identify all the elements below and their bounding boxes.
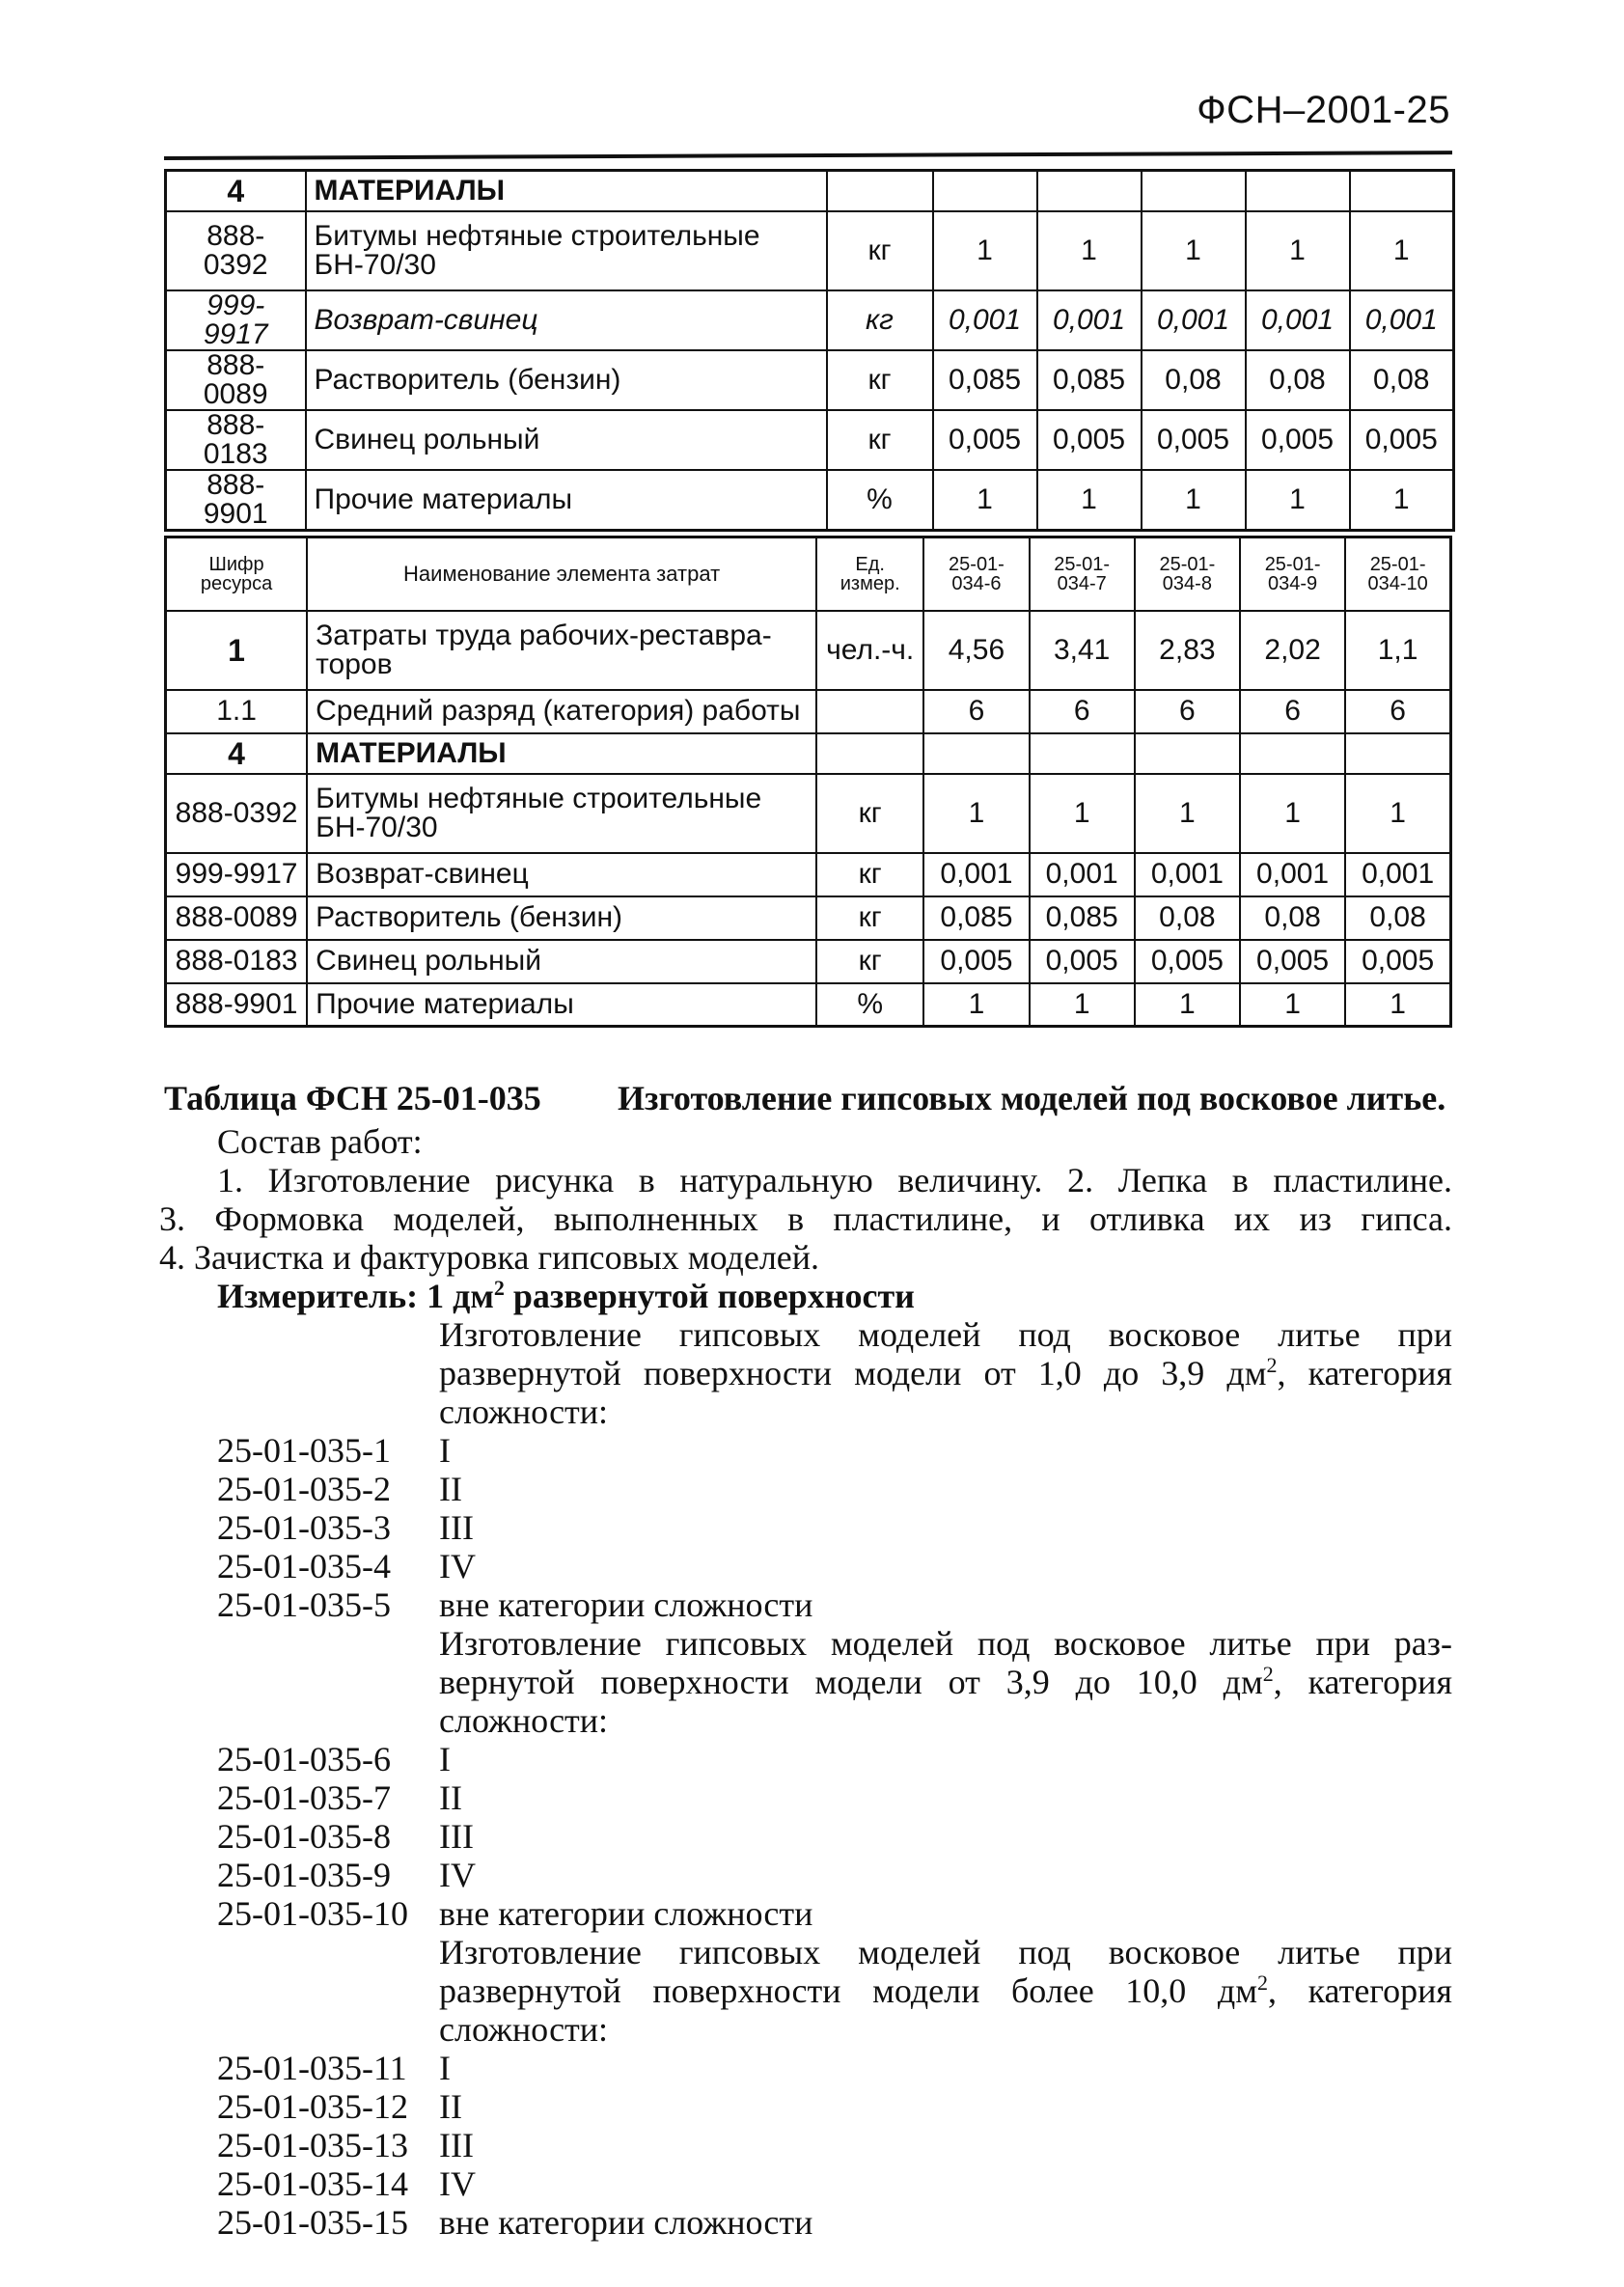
- value-cell: 0,08: [1142, 350, 1246, 410]
- code-item: [217, 2126, 1452, 2164]
- description-line: Изготовление гипсовых моделей под восковое литье при: [439, 1315, 1452, 1354]
- value-cell: 1: [1345, 774, 1450, 853]
- unit-cell: чел.-ч.: [816, 611, 923, 690]
- code-item: [217, 1894, 1452, 1933]
- norm-code: 25-01-035-15: [217, 2203, 408, 2242]
- value-cell: 1: [1037, 211, 1142, 290]
- code-item: [217, 2164, 1452, 2203]
- value-cell: 0,085: [1037, 350, 1142, 410]
- value-cell: 1: [1345, 983, 1450, 1027]
- work-line: 4. Зачистка и фактуровка гипсовых моделей.: [159, 1238, 820, 1277]
- header-unit-cell: Ед. измер.: [816, 537, 923, 611]
- code-item: [217, 1431, 1452, 1470]
- unit-cell: кг: [827, 290, 933, 350]
- value-cell: 1: [1350, 470, 1454, 531]
- unit-cell: кг: [827, 350, 933, 410]
- code-item: [217, 2049, 1452, 2087]
- value-cell: 4,56: [923, 611, 1029, 690]
- category-label: III: [439, 1508, 474, 1547]
- category-label: вне категории сложности: [439, 1585, 813, 1624]
- header-column-cell: 25-01- 034-6: [923, 537, 1029, 611]
- category-label: II: [439, 1470, 462, 1508]
- norm-code: 25-01-035-10: [217, 1894, 408, 1933]
- resource-code: 999-9917: [166, 290, 306, 350]
- resource-name: Растворитель (бензин): [306, 350, 827, 410]
- value-cell: 1: [1037, 470, 1142, 531]
- value-cell: 0,001: [1240, 853, 1345, 896]
- resource-name: МАТЕРИАЛЫ: [307, 733, 816, 774]
- resource-name: МАТЕРИАЛЫ: [306, 171, 827, 211]
- description-line: вернутой поверхности модели от 3,9 до 10,0 $дм^2$, категория: [439, 1662, 1452, 1701]
- value-cell: 2,83: [1135, 611, 1240, 690]
- value-cell: 0,001: [1142, 290, 1246, 350]
- norm-code: 25-01-035-4: [217, 1547, 391, 1585]
- value-cell: 6: [1240, 690, 1345, 733]
- resource-name: Возврат-свинец: [306, 290, 827, 350]
- resource-name-line: БН-70/30: [316, 811, 438, 843]
- norm-code: 25-01-035-14: [217, 2164, 408, 2203]
- table-label: Таблица ФСН 25-01-035: [164, 1079, 541, 1117]
- resource-code: 1.1: [166, 690, 308, 733]
- table-title: Изготовление гипсовых моделей под восковое литье.: [618, 1079, 1446, 1117]
- resource-code: 4: [166, 171, 306, 211]
- work-line: 3. Формовка моделей, выполненных в пластилине, и отливка их из гипса.: [159, 1199, 1452, 1238]
- norm-code: 25-01-035-1: [217, 1431, 391, 1470]
- value-cell: 0,085: [933, 350, 1037, 410]
- value-cell: 1: [923, 774, 1029, 853]
- description-line: Изготовление гипсовых моделей под восковое литье при: [439, 1933, 1452, 1971]
- header-column-cell: 25-01- 034-8: [1135, 537, 1240, 611]
- work-composition: [159, 1161, 1452, 1277]
- code-list: [217, 1431, 1452, 1624]
- description-line: сложности:: [439, 1701, 609, 1740]
- value-cell: 0,001: [1345, 853, 1450, 896]
- category-label: I: [439, 1740, 451, 1778]
- resource-name-line: Битумы нефтяные строительные: [314, 219, 760, 252]
- norm-code: 25-01-035-8: [217, 1817, 391, 1856]
- work-composition-label: Состав работ:: [217, 1122, 423, 1161]
- measurement-unit: Измеритель: 1 $дм^2$ развернутой поверхности: [217, 1276, 915, 1315]
- description-line: сложности:: [439, 2010, 609, 2049]
- running-header: ФСН–2001-25: [1197, 89, 1450, 131]
- header-code-cell: Шифр ресурса: [166, 537, 308, 611]
- value-cell: 1: [1030, 774, 1135, 853]
- norm-code: 25-01-035-11: [217, 2049, 407, 2087]
- norm-code: 25-01-035-5: [217, 1585, 391, 1624]
- category-label: III: [439, 2126, 474, 2164]
- value-cell: 0,001: [933, 290, 1037, 350]
- norm-code: 25-01-035-3: [217, 1508, 391, 1547]
- value-cell: 1: [1246, 470, 1350, 531]
- description-line: развернутой поверхности модели от 1,0 до 3,9 $дм^2$, категория: [439, 1353, 1452, 1392]
- norm-code: 25-01-035-2: [217, 1470, 391, 1508]
- work-line: 1. Изготовление рисунка в натуральную величину. 2. Лепка в пластилине.: [217, 1161, 1452, 1199]
- value-cell: 0,005: [1037, 410, 1142, 470]
- resource-name: Прочие материалы: [307, 983, 816, 1027]
- value-cell: 0,085: [1030, 896, 1135, 940]
- value-cell: 1: [1030, 983, 1135, 1027]
- value-cell: 1: [1350, 211, 1454, 290]
- value-cell: 1: [1142, 470, 1246, 531]
- value-cell: 0,001: [1030, 853, 1135, 896]
- value-cell: 0,08: [1240, 896, 1345, 940]
- value-cell: 0,08: [1350, 350, 1454, 410]
- resource-code: 888-0089: [166, 896, 308, 940]
- resource-name: Средний разряд (категория) работы: [307, 690, 816, 733]
- superscript: 2: [1266, 1353, 1278, 1377]
- value-cell: 6: [1135, 690, 1240, 733]
- value-cell: 0,001: [1135, 853, 1240, 896]
- value-cell: 0,085: [923, 896, 1029, 940]
- category-label: вне категории сложности: [439, 1894, 813, 1933]
- value-cell: 0,005: [1142, 410, 1246, 470]
- code-item: [217, 1547, 1452, 1585]
- category-label: III: [439, 1817, 474, 1856]
- code-item: [217, 1585, 1452, 1624]
- category-label: II: [439, 1778, 462, 1817]
- value-cell: 6: [1345, 690, 1450, 733]
- value-cell: 1: [923, 983, 1029, 1027]
- resource-code: 999-9917: [166, 853, 308, 896]
- resource-name: Свинец рольный: [306, 410, 827, 470]
- value-cell: 1: [1135, 983, 1240, 1027]
- code-item: [217, 1470, 1452, 1508]
- value-cell: 0,08: [1135, 896, 1240, 940]
- code-item: [217, 2203, 1452, 2242]
- unit-cell: кг: [816, 896, 923, 940]
- code-item: [217, 2087, 1452, 2126]
- resource-name: Растворитель (бензин): [307, 896, 816, 940]
- norm-code: 25-01-035-9: [217, 1856, 391, 1894]
- value-cell: 0,005: [1345, 940, 1450, 983]
- norm-code: 25-01-035-12: [217, 2087, 408, 2126]
- value-cell: 1: [1240, 983, 1345, 1027]
- value-cell: 6: [1030, 690, 1135, 733]
- code-item: [217, 1856, 1452, 1894]
- value-cell: 0,005: [933, 410, 1037, 470]
- value-cell: 0,005: [1246, 410, 1350, 470]
- value-cell: 0,08: [1246, 350, 1350, 410]
- value-cell: 0,001: [1246, 290, 1350, 350]
- unit-cell: кг: [827, 211, 933, 290]
- header-name-cell: Наименование элемента затрат: [307, 537, 816, 611]
- code-list: [217, 1740, 1452, 1933]
- unit-cell: %: [827, 470, 933, 531]
- category-label: II: [439, 2087, 462, 2126]
- value-cell: 1: [1240, 774, 1345, 853]
- resource-code: 888-9901: [166, 983, 308, 1027]
- description-line: Изготовление гипсовых моделей под восковое литье при раз-: [439, 1624, 1452, 1663]
- norm-code: 25-01-035-7: [217, 1778, 391, 1817]
- value-cell: 3,41: [1030, 611, 1135, 690]
- value-cell: 2,02: [1240, 611, 1345, 690]
- value-cell: 0,005: [1240, 940, 1345, 983]
- code-item: [217, 1778, 1452, 1817]
- resource-name-line: БН-70/30: [314, 248, 436, 281]
- resource-name: Свинец рольный: [307, 940, 816, 983]
- description-line: развернутой поверхности модели более 10,0 $дм^2$, категория: [439, 1970, 1452, 2010]
- resource-name-line: Битумы нефтяные строительные: [316, 782, 762, 814]
- category-label: I: [439, 2049, 451, 2087]
- resource-code: 888-0089: [166, 350, 306, 410]
- resource-code: 888-0392: [166, 774, 308, 853]
- value-cell: 6: [923, 690, 1029, 733]
- superscript: 2: [1262, 1662, 1274, 1686]
- value-cell: 0,005: [923, 940, 1029, 983]
- code-item: [217, 1740, 1452, 1778]
- value-cell: 0,005: [1135, 940, 1240, 983]
- value-cell: 1: [933, 470, 1037, 531]
- value-cell: 1,1: [1345, 611, 1450, 690]
- header-column-cell: 25-01- 034-9: [1240, 537, 1345, 611]
- resource-name: Возврат-свинец: [307, 853, 816, 896]
- header-column-cell: 25-01- 034-10: [1345, 537, 1450, 611]
- description-line: сложности:: [439, 1392, 609, 1431]
- value-cell: 0,001: [923, 853, 1029, 896]
- category-label: IV: [439, 1856, 476, 1894]
- resource-code: 4: [166, 733, 308, 774]
- resource-name-line: торов: [316, 648, 393, 680]
- value-cell: 1: [933, 211, 1037, 290]
- resource-name: Прочие материалы: [306, 470, 827, 531]
- unit-cell: кг: [816, 853, 923, 896]
- resource-code: 888-0392: [166, 211, 306, 290]
- norm-code: 25-01-035-6: [217, 1740, 391, 1778]
- value-cell: 1: [1142, 211, 1246, 290]
- unit-cell: кг: [816, 774, 923, 853]
- group-description: [439, 1624, 1452, 1740]
- superscript: 2: [1257, 1970, 1268, 1995]
- value-cell: 0,001: [1350, 290, 1454, 350]
- category-label: I: [439, 1431, 451, 1470]
- value-cell: 0,08: [1345, 896, 1450, 940]
- resource-code: 888-0183: [166, 940, 308, 983]
- value-cell: 0,005: [1350, 410, 1454, 470]
- header-column-cell: 25-01- 034-7: [1030, 537, 1135, 611]
- code-list: [217, 2049, 1452, 2242]
- value-cell: 1: [1135, 774, 1240, 853]
- unit-cell: кг: [816, 940, 923, 983]
- code-item: [217, 1817, 1452, 1856]
- value-cell: 0,005: [1030, 940, 1135, 983]
- category-label: IV: [439, 1547, 476, 1585]
- category-label: вне категории сложности: [439, 2203, 813, 2242]
- value-cell: 0,001: [1037, 290, 1142, 350]
- value-cell: 1: [1246, 211, 1350, 290]
- code-item: [217, 1508, 1452, 1547]
- group-description: [439, 1933, 1452, 2049]
- unit-cell: %: [816, 983, 923, 1027]
- resource-code: 1: [166, 611, 308, 690]
- resource-code: 888-9901: [166, 470, 306, 531]
- unit-cell: кг: [827, 410, 933, 470]
- category-label: IV: [439, 2164, 476, 2203]
- norm-code: 25-01-035-13: [217, 2126, 408, 2164]
- resource-code: 888-0183: [166, 410, 306, 470]
- resource-name-line: Затраты труда рабочих-реставра-: [316, 619, 772, 651]
- group-description: [439, 1315, 1452, 1431]
